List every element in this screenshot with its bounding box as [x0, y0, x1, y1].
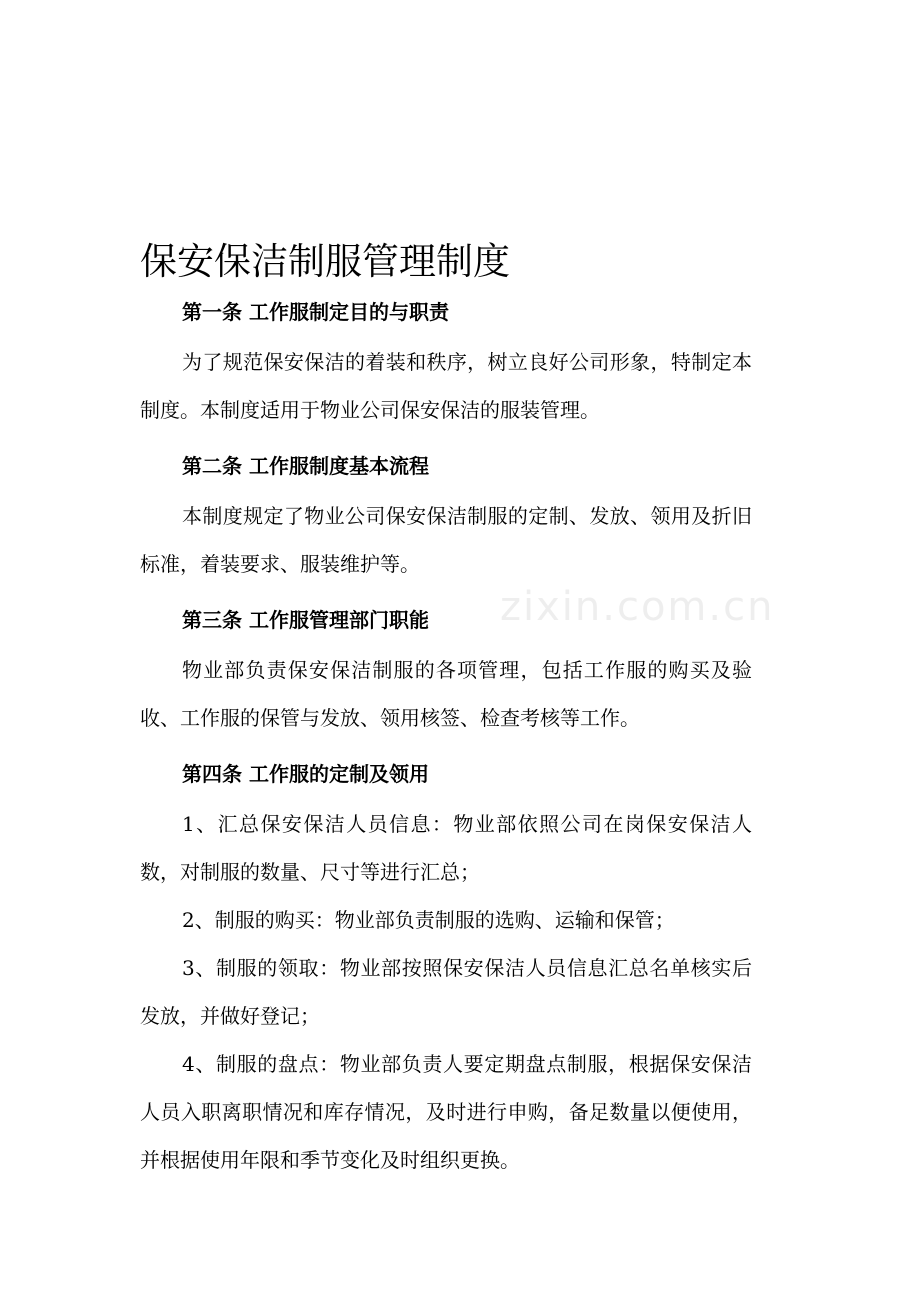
document-body [140, 236, 752, 1184]
list-item: 2、制服的购买：物业部负责制服的选购、运输和保管； [182, 908, 675, 932]
article-paragraph: 为了规范保安保洁的着装和秩序，树立良好公司形象，特制定本制度。本制度适用于物业公司保安保洁的服装管理。 [140, 350, 752, 422]
article-heading: 第四条 工作服的定制及领用 [182, 762, 429, 786]
article-heading: 第二条 工作服制度基本流程 [182, 454, 429, 478]
article-heading: 第一条 工作服制定目的与职责 [182, 300, 449, 324]
article-paragraph: 物业部负责保安保洁制服的各项管理，包括工作服的购买及验收、工作服的保管与发放、领用核签、检查考核等工作。 [140, 658, 752, 730]
watermark: zixin.com.cn [500, 584, 775, 630]
article-1 [140, 296, 752, 434]
article-4 [140, 758, 752, 1184]
list-item: 4、制服的盘点：物业部负责人要定期盘点制服，根据保安保洁人员入职离职情况和库存情况，及时进行申购，备足数量以便使用，并根据使用年限和季节变化及时组织更换。 [140, 1052, 752, 1172]
article-2 [140, 450, 752, 588]
document-title: 保安保洁制服管理制度 [140, 240, 510, 283]
article-heading: 第三条 工作服管理部门职能 [182, 608, 429, 632]
article-3 [140, 604, 752, 742]
list-item: 3、制服的领取：物业部按照保安保洁人员信息汇总名单核实后发放，并做好登记； [140, 956, 752, 1028]
article-paragraph: 本制度规定了物业公司保安保洁制服的定制、发放、领用及折旧标准，着装要求、服装维护等。 [140, 504, 752, 576]
list-item: 1、汇总保安保洁人员信息：物业部依照公司在岗保安保洁人数，对制服的数量、尺寸等进行汇总； [140, 812, 752, 884]
